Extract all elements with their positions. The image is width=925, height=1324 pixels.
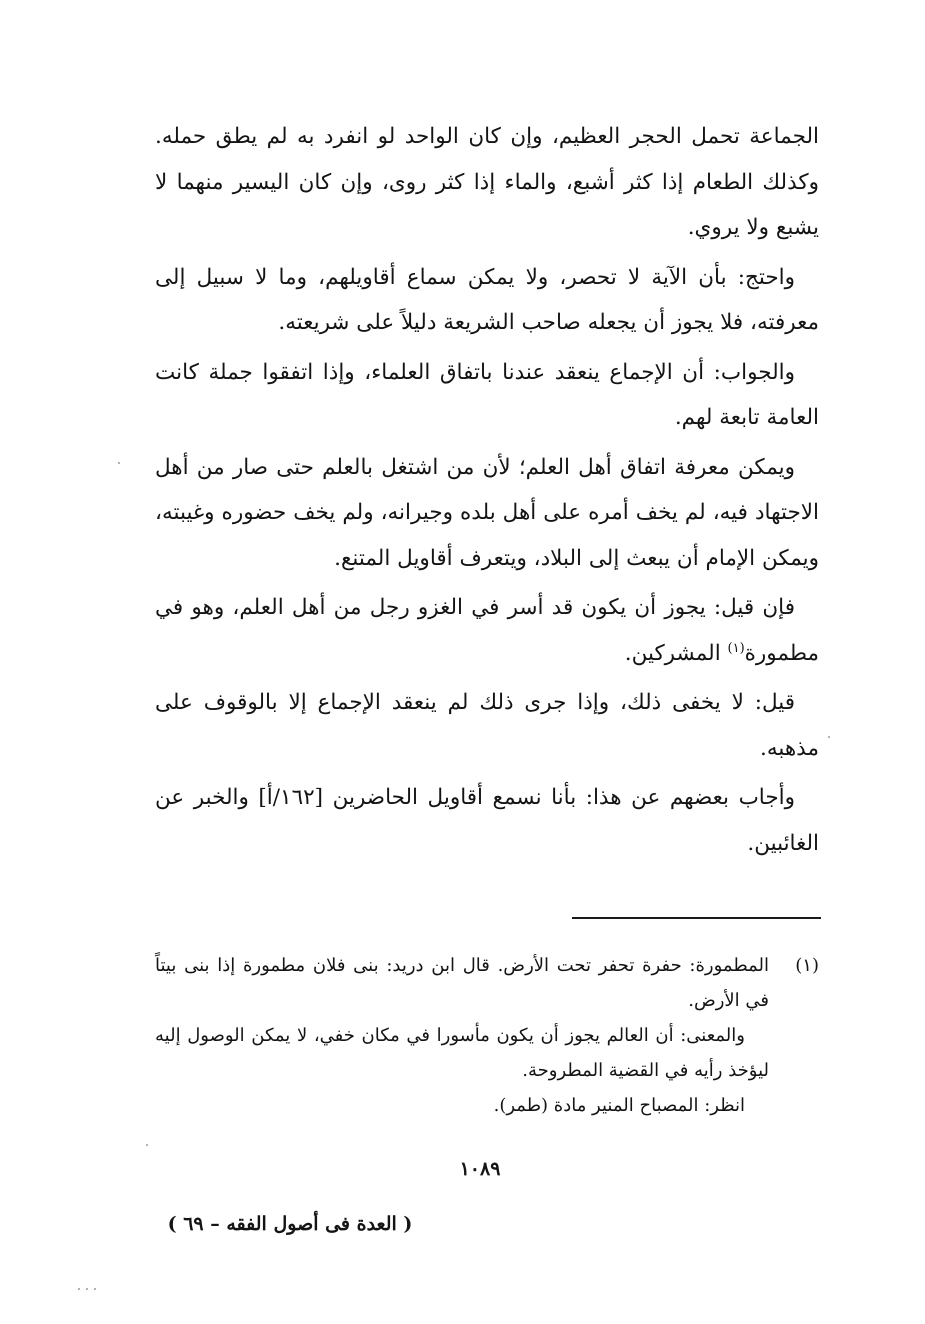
footnote-marker[interactable]: (١) — [727, 640, 745, 656]
paragraph-5-text-end: المشركين. — [624, 640, 728, 666]
paragraph-5-text: فإن قيل: يجوز أن يكون قد أسر في الغزو رجل من أهل العلم، وهو في مطمورة — [155, 595, 819, 666]
scan-speck — [78, 1288, 80, 1290]
footnote-body — [155, 948, 769, 1123]
paragraph-1: الجماعة تحمل الحجر العظيم، وإن كان الواحد لو انفرد به لم يطق حمله. وكذلك الطعام إذا كثر أشبع، والماء إذا كثر روى، وإن كان اليسير منهما لا يشبع ولا يروي. — [155, 124, 819, 240]
paragraph-5 — [155, 585, 819, 676]
running-footer: ( العدة فى أصول الفقه – ٦٩ ) — [167, 1213, 413, 1235]
scan-speck — [118, 462, 120, 464]
paragraph-6: قيل: لا يخفى ذلك، وإذا جرى ذلك لم ينعقد الإجماع إلا بالوقوف على مذهبه. — [155, 690, 819, 761]
scan-speck — [146, 1144, 148, 1146]
paragraph-3: والجواب: أن الإجماع ينعقد عندنا باتفاق العلماء، وإذا اتفقوا جملة كانت العامة تابعة لهم. — [155, 359, 819, 430]
footnote-separator — [572, 917, 821, 919]
paragraph-4: ويمكن معرفة اتفاق أهل العلم؛ لأن من اشتغل بالعلم حتى صار من أهل الاجتهاد فيه، لم يخف أمره على أهل بلده وجيرانه، ولم يخف حضوره وغيبته، ويمكن الإمام أن يبعث إلى البلاد، ويتعرف أقاويل المتنع. — [155, 454, 819, 571]
paragraph-2: واحتج: بأن الآية لا تحصر، ولا يمكن سماع أقاويلهم، وما لا سبيل إلى معرفته، فلا يجوز أن يجعله صاحب الشريعة دليلاً على شريعته. — [155, 264, 819, 335]
footnote-line: والمعنى: أن العالم يجوز أن يكون مأسورا في مكان خفي، لا يمكن الوصول إليه ليؤخذ رأيه في القضية المطروحة. — [155, 1025, 769, 1081]
scan-speck — [86, 1288, 88, 1290]
page-number: ١٠٨٩ — [459, 1158, 501, 1180]
main-text — [155, 114, 819, 870]
scan-speck — [828, 736, 830, 738]
footnote-line: المطمورة: حفرة تحفر تحت الأرض. قال ابن دريد: بنى فلان مطمورة إذا بنى بيتاً في الأرض. — [155, 955, 769, 1011]
footnote-1 — [155, 948, 819, 1123]
scan-speck — [94, 1288, 96, 1290]
footnote-line: انظر: المصباح المنير مادة (طمر). — [493, 1095, 745, 1116]
footnote-number: (١) — [795, 955, 819, 976]
paragraph-7: وأجاب بعضهم عن هذا: بأنا نسمع أقاويل الحاضرين [١٦٢/أ] والخبر عن الغائبين. — [155, 785, 819, 856]
footnotes — [155, 948, 819, 1123]
